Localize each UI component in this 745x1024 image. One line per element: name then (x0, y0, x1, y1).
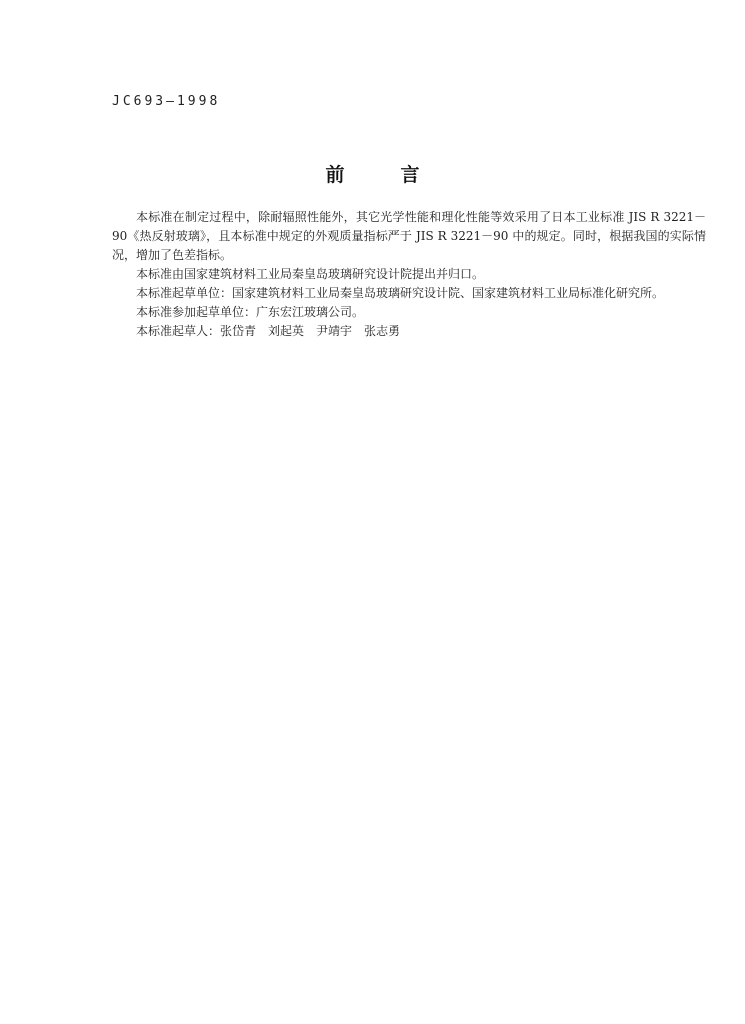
paragraph-scope: 本标准在制定过程中，除耐辐照性能外，其它光学性能和理化性能等效采用了日本工业标准 JIS R 3221－90《热反射玻璃》，且本标准中规定的外观质量指标严于 JIS R 3221－90 中的规定。同时，根据我国的实际情况，增加了色差指标。 (112, 210, 706, 262)
paragraph-drafters: 本标准起草人：张岱青 刘起英 尹靖宇 张志勇 (136, 324, 401, 338)
paragraph-proposer: 本标准由国家建筑材料工业局秦皇岛玻璃研究设计院提出并归口。 (136, 267, 485, 281)
page-title (0, 160, 745, 187)
title-char-2: 言 (400, 164, 420, 186)
document-code: JC693—1998 (112, 94, 221, 109)
paragraph-participating-units: 本标准参加起草单位：广东宏江玻璃公司。 (136, 305, 365, 319)
title-char-1: 前 (325, 164, 345, 186)
preface-body (112, 208, 706, 341)
paragraph-drafting-units: 本标准起草单位：国家建筑材料工业局秦皇岛玻璃研究设计院、国家建筑材料工业局标准化研究所。 (136, 286, 665, 300)
